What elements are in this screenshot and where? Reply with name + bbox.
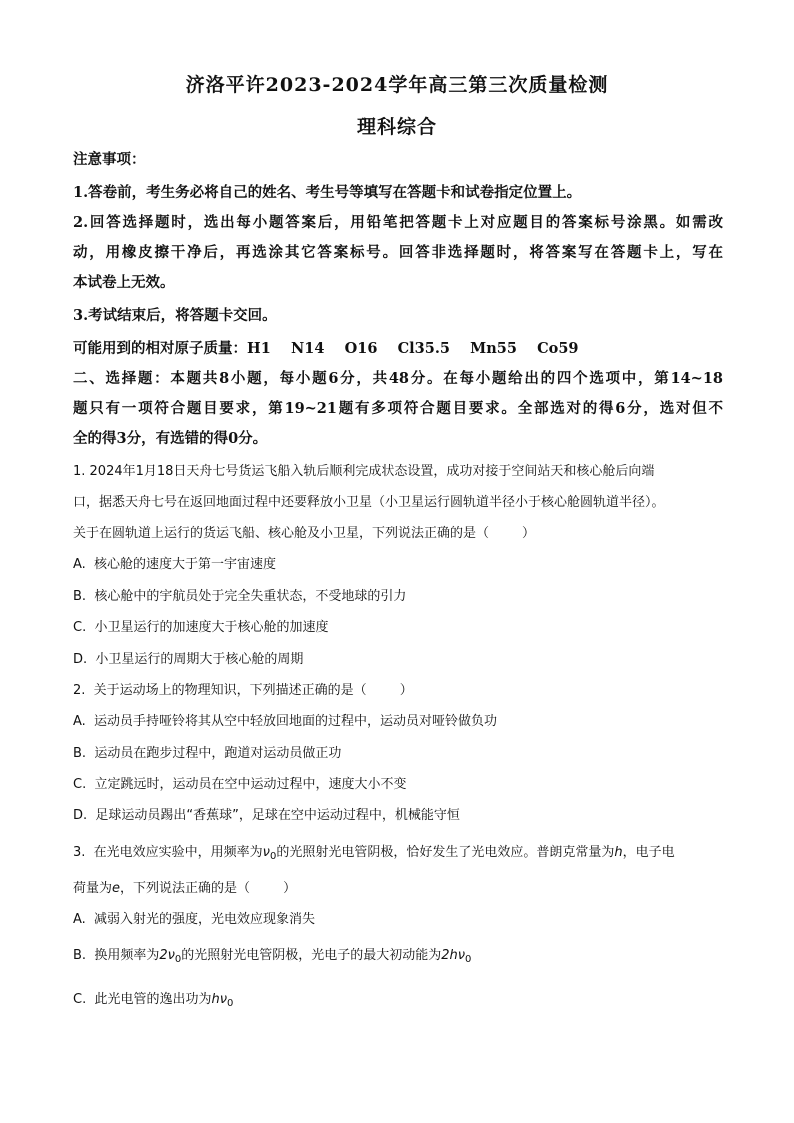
q1-option-c: C. 小卫星运行的加速度大于核心舱的加速度 — [73, 620, 329, 635]
q3-text: 荷量为 — [73, 881, 113, 896]
q3-stem-line-2 — [73, 879, 723, 899]
section-line-2: 题只有一项符合题目要求，第19~21题有多项符合题目要求。全部选对的得6分，选对但不 — [73, 400, 723, 417]
formula-subscript: 0 — [227, 998, 234, 1009]
q3-text: ，下列说法正确的是（ ） — [120, 881, 297, 896]
note-item-2-line-1: 2.回答选择题时，选出每小题答案后，用铅笔把答题卡上对应题目的答案标号涂黑。如需改 — [73, 214, 723, 231]
formula-subscript: 0 — [174, 954, 182, 965]
note-item-1: 1.答卷前，考生务必将自己的姓名、考生号等填写在答题卡和试卷指定位置上。 — [73, 184, 582, 201]
q1-option-b: B. 核心舱中的宇航员处于完全失重状态，不受地球的引力 — [73, 589, 407, 604]
energy-formula: 2hν — [441, 948, 466, 963]
q3-option-c — [73, 990, 723, 1014]
notes-heading: 注意事项： — [73, 151, 146, 168]
q1-stem-line-3: 关于在圆轨道上运行的货运飞船、核心舱及小卫星，下列说法正确的是（ ） — [73, 526, 536, 541]
e-symbol: e — [112, 881, 121, 896]
nu-symbol: ν — [262, 845, 270, 860]
q3-text: 的光照射光电管阴极，光电子的最大初动能为 — [181, 948, 442, 963]
q1-option-d: D. 小卫星运行的周期大于核心舱的周期 — [73, 652, 304, 667]
q1-option-a: A. 核心舱的速度大于第一宇宙速度 — [73, 557, 277, 572]
q1-stem-line-1: 1. 2024年1月18日天舟七号货运飞船入轨后顺利完成状态设置，成功对接于空间站天和核心舱后向端 — [73, 464, 655, 479]
section-line-3: 全的得3分，有选错的得0分。 — [73, 430, 268, 447]
q3-text: ，电子电 — [622, 845, 675, 860]
q3-option-b — [73, 946, 723, 970]
q3-text: B. 换用频率为 — [73, 948, 160, 963]
atomic-mass-line: 可能用到的相对原子质量：H1 N14 O16 Cl35.5 Mn55 Co59 — [73, 340, 579, 357]
note-item-2-line-2: 动，用橡皮擦干净后，再选涂其它答案标号。回答非选择题时，将答案写在答题卡上，写在 — [73, 244, 723, 261]
q3-option-a: A. 减弱入射光的强度，光电效应现象消失 — [73, 912, 316, 927]
q3-text: 的光照射光电管阴极，恰好发生了光电效应。普朗克常量为 — [276, 845, 615, 860]
q2-option-a: A. 运动员手持哑铃将其从空中轻放回地面的过程中，运动员对哑铃做负功 — [73, 714, 498, 729]
note-item-2-line-3: 本试卷上无效。 — [73, 274, 175, 291]
q3-stem-line-1 — [73, 843, 723, 867]
q2-option-d: D. 足球运动员踢出“香蕉球”，足球在空中运动过程中，机械能守恒 — [73, 808, 460, 823]
q1-stem-line-2: 口，据悉天舟七号在返回地面过程中还要释放小卫星（小卫星运行圆轨道半径小于核心舱圆轨道半径）。 — [73, 495, 665, 510]
frequency-formula: 2ν — [159, 948, 175, 963]
q2-stem: 2. 关于运动场上的物理知识，下列描述正确的是（ ） — [73, 683, 413, 698]
formula-subscript: 0 — [465, 954, 472, 965]
section-line-1: 二、选择题：本题共8小题，每小题6分，共48分。在每小题给出的四个选项中，第14~18 — [73, 370, 723, 387]
q2-option-b: B. 运动员在跑步过程中，跑道对运动员做正功 — [73, 746, 342, 761]
page-subtitle: 理科综合 — [356, 116, 437, 138]
q3-text: C. 此光电管的逸出功为 — [73, 992, 212, 1007]
nu-subscript: 0 — [269, 851, 277, 862]
note-item-3: 3.考试结束后，将答题卡交回。 — [73, 307, 277, 324]
q2-option-c: C. 立定跳远时，运动员在空中运动过程中，速度大小不变 — [73, 777, 407, 792]
h-symbol: h — [614, 845, 623, 860]
work-function-formula: hν — [211, 992, 227, 1007]
q3-text: 3. 在光电效应实验中，用频率为 — [73, 845, 263, 860]
page-title: 济洛平许2023-2024学年高三第三次质量检测 — [185, 74, 609, 96]
